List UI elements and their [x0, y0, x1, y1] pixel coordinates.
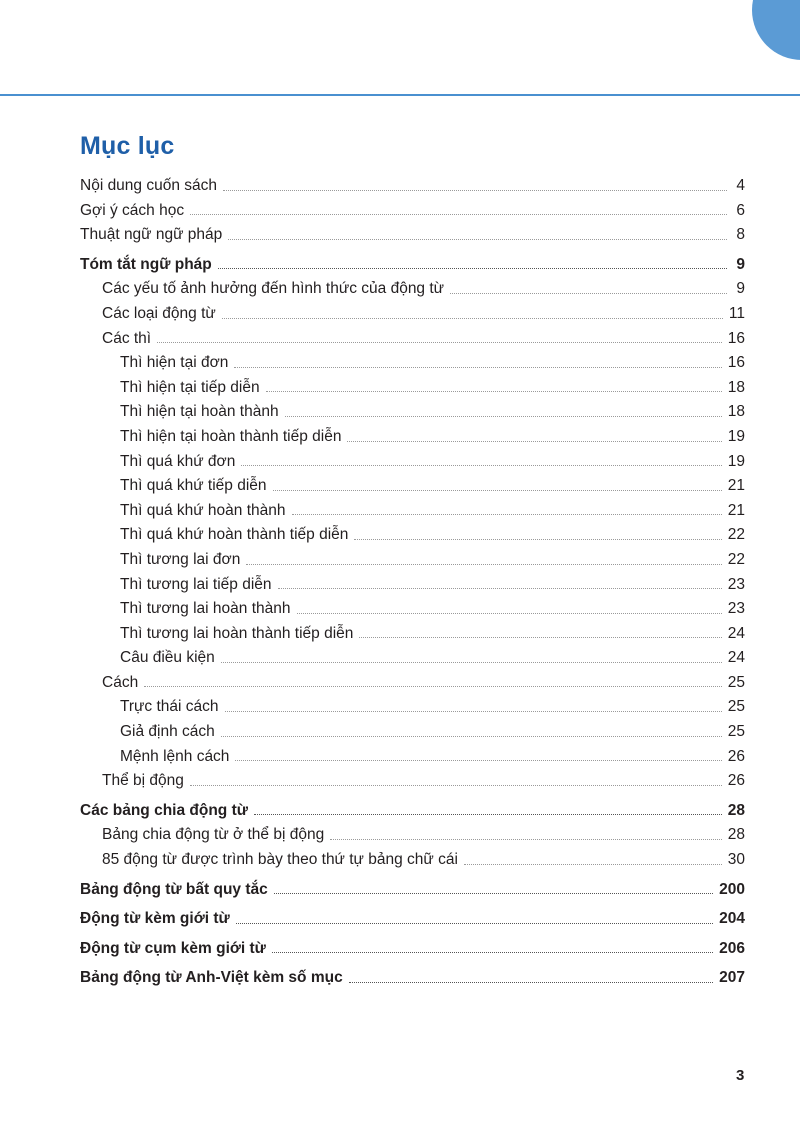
dot-leader [347, 441, 721, 442]
toc-entry[interactable] [80, 796, 745, 821]
dot-leader [190, 214, 727, 215]
toc-entry[interactable] [80, 447, 745, 472]
toc-entry[interactable] [80, 766, 745, 791]
toc-entry-page: 25 [727, 673, 745, 691]
toc-entry[interactable] [80, 820, 745, 845]
toc-entry[interactable] [80, 299, 745, 324]
toc-entry[interactable] [80, 963, 745, 988]
dot-leader [241, 465, 721, 466]
toc-entry-page: 9 [736, 280, 745, 298]
toc-entry-label: Động từ kèm giới từ [80, 910, 230, 928]
toc-entry-page: 24 [727, 624, 745, 642]
toc-entry-page: 24 [727, 649, 745, 667]
toc-entry-label: Thì quá khứ đơn [120, 452, 236, 470]
toc-entry-label: Câu điều kiện [120, 649, 215, 667]
dot-leader [221, 662, 722, 663]
toc-entry-label: Động từ cụm kèm giới từ [80, 939, 266, 957]
dot-leader [285, 416, 722, 417]
toc-entry-label: Thuật ngữ ngữ pháp [80, 226, 223, 244]
toc-entry-label: Gợi ý cách học [80, 201, 185, 219]
toc-entry-label: 85 động từ được trình bày theo thứ tự bảng chữ cái [102, 851, 458, 869]
toc-entry-label: Bảng động từ bất quy tắc [80, 880, 268, 898]
toc-entry-page: 19 [727, 452, 745, 470]
toc-entry-page: 204 [719, 910, 745, 928]
toc-entry-label: Các thì [102, 329, 152, 347]
dot-leader [330, 839, 722, 840]
toc-entry-label: Các yếu tố ảnh hưởng đến hình thức của động từ [102, 280, 445, 298]
toc-entry-label: Các bảng chia động từ [80, 801, 248, 819]
toc-entry-page: 26 [727, 747, 745, 765]
dot-leader [273, 490, 722, 491]
toc-entry[interactable] [80, 668, 745, 693]
toc-entry-page: 4 [736, 177, 745, 194]
toc-entry-label: Nội dung cuốn sách [80, 177, 218, 194]
toc-entry-page: 19 [727, 427, 745, 445]
toc-entry-page: 23 [727, 575, 745, 593]
toc-entry-label: Bảng chia động từ ở thể bị động [102, 826, 325, 844]
dot-leader [349, 982, 713, 983]
dot-leader [234, 367, 721, 368]
toc-entry-page: 6 [736, 201, 745, 219]
toc-entry-page: 26 [727, 772, 745, 790]
toc-entry-label: Trực thái cách [120, 698, 219, 716]
toc-entry-label: Thì tương lai hoàn thành [120, 600, 291, 618]
dot-leader [450, 293, 727, 294]
toc-entry-page: 8 [736, 226, 745, 244]
table-of-contents [80, 171, 745, 988]
toc-entry-label: Thì tương lai tiếp diễn [120, 575, 272, 593]
toc-entry-page: 9 [736, 255, 745, 273]
toc-entry[interactable] [80, 422, 745, 447]
dot-leader [266, 391, 722, 392]
toc-entry[interactable] [80, 619, 745, 644]
dot-leader [190, 785, 722, 786]
toc-entry[interactable] [80, 717, 745, 742]
toc-entry-page: 11 [728, 304, 745, 322]
page-title: Mục lục [80, 132, 175, 160]
corner-decoration [752, 0, 800, 60]
toc-entry-label: Thì hiện tại hoàn thành tiếp diễn [120, 427, 342, 445]
toc-entry-label: Bảng động từ Anh-Việt kèm số mục [80, 969, 343, 987]
toc-entry-label: Thì tương lai đơn [120, 550, 241, 568]
toc-entry-page: 21 [727, 477, 745, 495]
toc-entry[interactable] [80, 250, 745, 275]
toc-entry[interactable] [80, 397, 745, 422]
dot-leader [297, 613, 722, 614]
dot-leader [223, 190, 727, 191]
toc-entry[interactable] [80, 904, 745, 929]
header-rule [0, 94, 800, 96]
toc-entry[interactable] [80, 274, 745, 299]
toc-entry-page: 18 [727, 378, 745, 396]
toc-entry-page: 200 [719, 880, 745, 898]
toc-entry-page: 25 [727, 723, 745, 741]
dot-leader [278, 588, 722, 589]
dot-leader [359, 637, 721, 638]
toc-entry-label: Mệnh lệnh cách [120, 747, 230, 765]
toc-entry-label: Thì quá khứ tiếp diễn [120, 477, 267, 495]
dot-leader [157, 342, 722, 343]
toc-entry[interactable] [80, 594, 745, 619]
dot-leader [236, 923, 713, 924]
toc-entry-page: 25 [727, 698, 745, 716]
toc-entry[interactable] [80, 471, 745, 496]
toc-entry[interactable] [80, 692, 745, 717]
dot-leader [235, 760, 721, 761]
toc-entry[interactable] [80, 742, 745, 767]
toc-entry[interactable] [80, 220, 745, 245]
toc-entry-label: Thì hiện tại tiếp diễn [120, 378, 260, 396]
toc-entry-label: Thể bị động [102, 772, 184, 790]
dot-leader [221, 736, 722, 737]
toc-entry[interactable] [80, 934, 745, 959]
toc-entry[interactable] [80, 373, 745, 398]
toc-entry[interactable] [80, 845, 745, 870]
toc-entry-label: Các loại động từ [102, 304, 216, 322]
toc-entry-label: Cách [102, 673, 139, 691]
dot-leader [274, 893, 713, 894]
page-number: 3 [736, 1067, 745, 1084]
toc-entry-label: Giả định cách [120, 723, 215, 741]
toc-entry-label: Thì hiện tại đơn [120, 354, 229, 372]
toc-entry[interactable] [80, 324, 745, 349]
toc-entry[interactable] [80, 643, 745, 668]
dot-leader [144, 686, 722, 687]
toc-entry-label: Thì tương lai hoàn thành tiếp diễn [120, 624, 354, 642]
toc-entry-page: 207 [719, 969, 745, 987]
toc-entry-page: 30 [727, 851, 745, 869]
toc-entry-page: 21 [727, 501, 745, 519]
dot-leader [272, 952, 713, 953]
toc-entry-page: 206 [719, 939, 745, 957]
toc-entry[interactable] [80, 496, 745, 521]
toc-entry[interactable] [80, 348, 745, 373]
toc-entry[interactable] [80, 520, 745, 545]
toc-entry-label: Thì hiện tại hoàn thành [120, 403, 279, 421]
dot-leader [228, 239, 727, 240]
toc-entry[interactable] [80, 545, 745, 570]
toc-entry-page: 28 [727, 826, 745, 844]
toc-entry-page: 23 [727, 600, 745, 618]
toc-entry[interactable] [80, 570, 745, 595]
toc-entry[interactable] [80, 875, 745, 900]
toc-entry-label: Tóm tắt ngữ pháp [80, 255, 212, 273]
dot-leader [225, 711, 722, 712]
dot-leader [292, 514, 722, 515]
dot-leader [464, 864, 722, 865]
dot-leader [354, 539, 721, 540]
dot-leader [254, 814, 722, 815]
toc-entry-page: 28 [727, 801, 745, 819]
toc-entry[interactable] [80, 171, 745, 196]
toc-entry[interactable] [80, 196, 745, 221]
toc-entry-page: 16 [727, 354, 745, 372]
toc-entry-label: Thì quá khứ hoàn thành [120, 501, 286, 519]
dot-leader [222, 318, 723, 319]
toc-entry-label: Thì quá khứ hoàn thành tiếp diễn [120, 526, 349, 544]
toc-entry-page: 22 [727, 550, 745, 568]
toc-entry-page: 18 [727, 403, 745, 421]
toc-entry-page: 16 [727, 329, 745, 347]
dot-leader [218, 268, 727, 269]
toc-entry-page: 22 [727, 526, 745, 544]
dot-leader [246, 564, 721, 565]
